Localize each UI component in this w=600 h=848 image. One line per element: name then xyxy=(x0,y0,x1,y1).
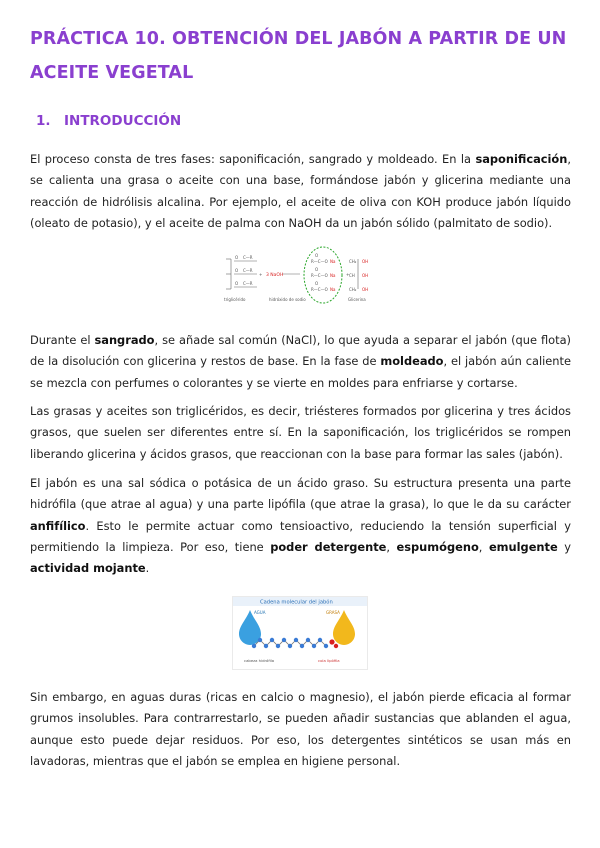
text-run: , xyxy=(478,539,489,554)
section-title: INTRODUCCIÓN xyxy=(64,113,182,129)
label-cola-lipofila: cola lipófila xyxy=(318,658,340,663)
label-glicerina: Glicerina xyxy=(348,297,366,302)
svg-text:OH: OH xyxy=(362,273,369,278)
svg-text:R—C—O: R—C—O xyxy=(311,287,328,292)
text-run: El jabón es una sal sódica o potásica de un ácido graso. Su estructura presenta una parte hidrófila (que atrae al agua) y una parte lipófila (que atrae la grasa), lo que le da su carácter xyxy=(30,476,571,512)
svg-text:O: O xyxy=(315,281,319,286)
polar-head-icon xyxy=(329,639,334,644)
svg-text:O: O xyxy=(235,255,239,260)
svg-text:Na: Na xyxy=(330,259,336,264)
bold-term-actividad-mojante: actividad mojante xyxy=(30,561,146,576)
svg-text:C—R: C—R xyxy=(243,255,253,260)
svg-text:O: O xyxy=(235,281,239,286)
svg-text:Na: Na xyxy=(330,287,336,292)
bold-term-espumogeno: espumógeno xyxy=(396,539,479,554)
label-agua: AGUA xyxy=(254,610,266,615)
text-run: , el jabón aún caliente se mezcla con perfumes o colorantes y se vierte en moldes para enfriarse y cortarse. xyxy=(30,354,571,390)
svg-text:OH: OH xyxy=(362,287,369,292)
section-heading-introduccion xyxy=(36,113,181,129)
svg-text:C—R: C—R xyxy=(243,281,253,286)
paragraph-aguas-duras: Sin embargo, en aguas duras (ricas en calcio o magnesio), el jabón pierde eficacia al formar grumos insolubles. Para contrarrestarlo, se pueden añadir sustancias que ablanden el agua, aunque esto puede dejar residuos. Por eso, los detergentes sintéticos se usan más en lavadoras, mientras que el jabón se emplea en higiene personal. xyxy=(30,690,571,768)
svg-text:C—R: C—R xyxy=(243,268,253,273)
bold-term-poder-detergente: poder detergente xyxy=(270,539,387,554)
plus-sign: + xyxy=(259,272,263,277)
svg-text:OH: OH xyxy=(362,259,369,264)
label-cabeza-hidrofila: cabeza hidrófila xyxy=(244,658,275,663)
paragraph-saponificacion xyxy=(30,149,571,234)
text-run: . Esto le permite actuar como tensioactivo, reduciendo la tensión superficial y permitiendo la limpieza. Por eso, tiene xyxy=(30,518,571,554)
svg-text:R—C—O: R—C—O xyxy=(311,259,328,264)
label-grasa: GRASA xyxy=(326,610,340,615)
text-run: Durante el xyxy=(30,333,95,347)
text-run: , se añade sal común (NaCl), lo que ayuda a separar el jabón (que flota) de la disolución con glicerina y restos de base. En la fase de xyxy=(30,333,571,369)
text-run: . xyxy=(145,561,150,576)
text-run: y xyxy=(557,539,571,554)
svg-text:Na: Na xyxy=(330,273,336,278)
bold-term-saponificacion: saponificación xyxy=(475,152,568,166)
bold-term-emulgente: emulgente xyxy=(488,539,558,554)
paragraph-estructura-jabon xyxy=(30,473,571,579)
bold-term-anfifilico: anfifílico xyxy=(30,518,86,533)
saponification-reaction-figure xyxy=(222,243,380,313)
svg-text:O: O xyxy=(315,253,319,258)
svg-text:+: + xyxy=(346,272,350,277)
bold-term-sangrado: sangrado xyxy=(94,333,155,347)
reagent-naoh: 3 NaOH xyxy=(266,273,284,278)
paragraph-sangrado-moldeado xyxy=(30,330,571,394)
text-run: , xyxy=(386,539,397,554)
label-trigliceride: triglicérido xyxy=(224,297,246,302)
figure-title: Cadena molecular del jabón xyxy=(260,599,333,606)
section-number: 1. xyxy=(36,113,51,129)
svg-text:CH₂: CH₂ xyxy=(349,287,357,292)
soap-molecule-figure xyxy=(232,596,368,670)
text-run: , se calienta una grasa o aceite con una base, formándose jabón y glicerina mediante una reacción de hidrólisis alcalina. Por ejemplo, el aceite de oliva con KOH produce jabón líquido (oleato de potasio), y el aceite de palma con NaOH da un jabón sólido (palmitato de sodio). xyxy=(30,152,571,230)
svg-text:CH: CH xyxy=(349,273,355,278)
label-hidroxido: hidróxido de sodio xyxy=(269,297,306,302)
svg-text:O: O xyxy=(315,267,319,272)
svg-text:CH₂: CH₂ xyxy=(349,259,357,264)
text-run: El proceso consta de tres fases: saponificación, sangrado y moldeado. En la xyxy=(30,152,476,166)
page-title: PRÁCTICA 10. OBTENCIÓN DEL JABÓN A PARTIR DE UN ACEITE VEGETAL xyxy=(30,29,567,83)
paragraph-trigliceridos: Las grasas y aceites son triglicéridos, es decir, triésteres formados por glicerina y tres ácidos grasos, que suelen ser diferentes entre sí. En la saponificación, los triglicéridos se rompen liberando glicerina y ácidos grasos, que reaccionan con la base para formar las sales (jabón). xyxy=(30,404,571,461)
svg-text:O: O xyxy=(235,268,239,273)
bold-term-moldeado: moldeado xyxy=(380,354,444,369)
svg-text:R—C—O: R—C—O xyxy=(311,273,328,278)
